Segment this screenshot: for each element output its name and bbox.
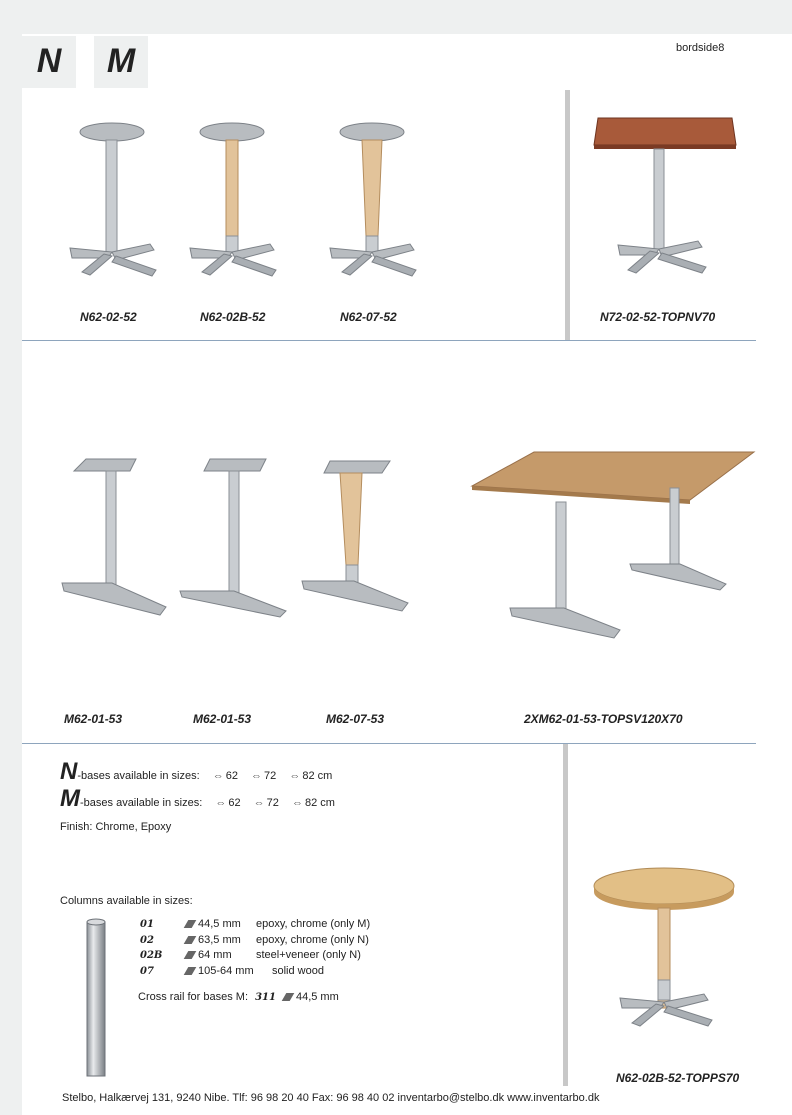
- columns-title: Columns available in sizes:: [60, 895, 193, 907]
- top-band: [0, 0, 792, 34]
- finish-swatch-icon: [282, 993, 295, 1001]
- column-row: 02B 64 mm steel+veneer (only N): [140, 949, 361, 961]
- caption-m62-07-53: M62-07-53: [326, 712, 385, 726]
- divider-vertical-top: [565, 90, 570, 340]
- divider-vertical-bottom: [563, 744, 568, 1086]
- tab-m: M: [94, 36, 148, 88]
- caption-n62-02b-52: N62-02B-52: [200, 310, 266, 324]
- left-band: [0, 0, 22, 1115]
- product-image-n62-02b-52: [182, 120, 292, 290]
- column-row: 02 63,5 mm epoxy, chrome (only N): [140, 933, 369, 946]
- width-arrow-icon: ⇔: [251, 770, 263, 782]
- caption-2xm62-01-53-topsv120x70: 2XM62-01-53-TOPSV120X70: [524, 712, 683, 726]
- product-image-n62-02b-52-topps70: [592, 862, 742, 1042]
- page-label: bordside8: [676, 42, 725, 54]
- width-arrow-icon: ⇔: [215, 797, 227, 809]
- caption-n62-02-52: N62-02-52: [80, 310, 137, 324]
- m-sizes-line: M-bases available in sizes: ⇔ 62 ⇔ 72 ⇔ 82 cm: [60, 785, 335, 812]
- product-image-n62-02-52: [60, 120, 170, 290]
- finish-line: Finish: Chrome, Epoxy: [60, 821, 172, 833]
- width-arrow-icon: ⇔: [289, 770, 301, 782]
- product-image-2xm62-01-53-topsv120x70: [470, 440, 760, 650]
- caption-n72-02-52-topnv70: N72-02-52-TOPNV70: [600, 310, 716, 324]
- product-image-m62-01-53-b: [176, 455, 296, 625]
- caption-n62-07-52: N62-07-52: [340, 310, 397, 324]
- width-arrow-icon: ⇔: [253, 797, 265, 809]
- caption-m62-01-53-a: M62-01-53: [64, 712, 123, 726]
- footer-contact: Stelbo, Halkærvej 131, 9240 Nibe. Tlf: 96 98 20 40 Fax: 96 98 40 02 inventarbo@stelbo.dk www.inventarbo.dk: [62, 1092, 600, 1104]
- n-sizes-line: N-bases available in sizes: ⇔ 62 ⇔ 72 ⇔ 82 cm: [60, 758, 333, 785]
- product-image-m62-01-53-a: [56, 455, 176, 625]
- columns-list: [140, 917, 370, 979]
- divider-row2: [22, 743, 756, 744]
- cross-rail-line: Cross rail for bases M: 311 44,5 mm: [138, 991, 339, 1003]
- column-row: 07 105-64 mm solid wood: [140, 964, 324, 977]
- width-arrow-icon: ⇔: [212, 770, 224, 782]
- width-arrow-icon: ⇔: [291, 797, 303, 809]
- product-image-m62-07-53: [296, 455, 416, 625]
- caption-n62-02b-52-topps70: N62-02B-52-TOPPS70: [616, 1071, 740, 1085]
- product-image-n62-07-52: [322, 120, 432, 290]
- column-tube-image: [84, 918, 110, 1080]
- column-row: 01 44,5 mm epoxy, chrome (only M): [140, 918, 371, 930]
- caption-m62-01-53-b: M62-01-53: [193, 712, 252, 726]
- tab-n: N: [22, 36, 76, 88]
- divider-row1: [22, 340, 756, 341]
- product-image-n72-02-52-topnv70: [590, 115, 740, 285]
